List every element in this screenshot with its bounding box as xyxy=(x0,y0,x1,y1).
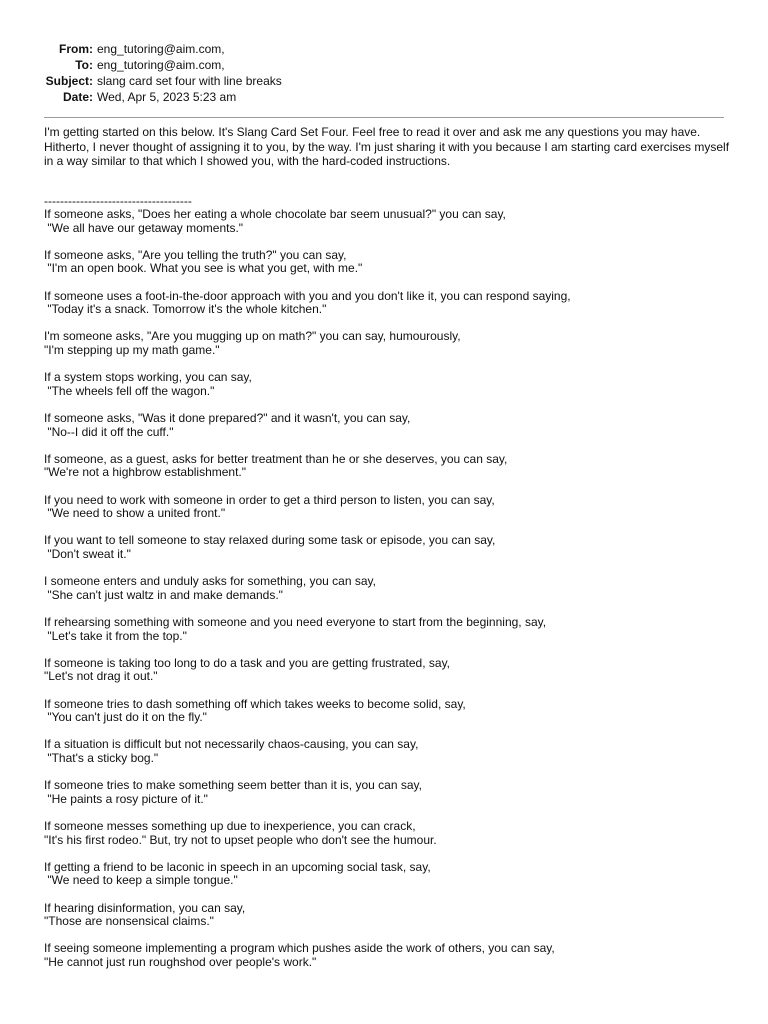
slang-entry xyxy=(44,453,744,494)
entry-situation: If you want to tell someone to stay relaxed during some task or episode, you can say, xyxy=(44,533,496,548)
entry-phrase: "No--I did it off the cuff." xyxy=(44,424,174,439)
entry-phrase: "The wheels fell off the wagon." xyxy=(44,383,215,398)
subject-row xyxy=(0,73,768,89)
entry-situation: I'm someone asks, "Are you mugging up on math?" you can say, humourously, xyxy=(44,329,461,344)
slang-entry xyxy=(44,412,744,453)
slang-entry xyxy=(44,738,744,779)
entry-phrase: "We're not a highbrow establishment." xyxy=(44,465,247,480)
entry-phrase: "We all have our getaway moments." xyxy=(44,220,244,235)
slang-entry xyxy=(44,820,744,861)
entry-phrase: "He cannot just run roughshod over people's work." xyxy=(44,954,317,969)
slang-entry xyxy=(44,779,744,820)
slang-entry xyxy=(44,208,744,249)
entry-phrase: "I'm stepping up my math game." xyxy=(44,342,220,357)
entry-situation: If someone messes something up due to inexperience, you can crack, xyxy=(44,818,416,833)
entry-phrase: "You can't just do it on the fly." xyxy=(44,710,207,725)
slang-entry xyxy=(44,371,744,412)
entry-situation: If seeing someone implementing a program which pushes aside the work of others, you can say, xyxy=(44,941,555,956)
from-address: eng_tutoring@aim.com, xyxy=(97,42,225,56)
entry-phrase: "It's his first rodeo." But, try not to upset people who don't see the humour. xyxy=(44,832,437,847)
from-row xyxy=(0,41,768,57)
date-row xyxy=(0,89,768,105)
slang-entry xyxy=(44,290,744,331)
entry-situation: If someone is taking too long to do a task and you are getting frustrated, say, xyxy=(44,655,451,670)
entry-situation: If hearing disinformation, you can say, xyxy=(44,900,246,915)
entry-situation: If you need to work with someone in order to get a third person to listen, you can say, xyxy=(44,492,495,507)
entry-situation: If someone asks, "Does her eating a whole chocolate bar seem unusual?" you can say, xyxy=(44,207,506,221)
entry-phrase: "He paints a rosy picture of it." xyxy=(44,791,208,806)
entry-situation: If rehearsing something with someone and you need everyone to start from the beginning, say, xyxy=(44,614,547,629)
slang-entry xyxy=(44,494,744,535)
entry-phrase: "That's a sticky bog." xyxy=(44,750,159,765)
separator-line: ------------------------------------- xyxy=(44,194,192,208)
entry-situation: If getting a friend to be laconic in speech in an upcoming social task, say, xyxy=(44,859,431,874)
entry-phrase: "Let's take it from the top." xyxy=(44,628,187,643)
entry-situation: If a situation is difficult but not necessarily chaos-causing, you can say, xyxy=(44,737,419,752)
from-label: From: xyxy=(59,42,93,56)
date-text: Wed, Apr 5, 2023 5:23 am xyxy=(97,90,237,104)
entry-phrase: "Let's not drag it out." xyxy=(44,669,158,684)
entry-phrase: "Don't sweat it." xyxy=(44,546,131,561)
entry-phrase: "We need to keep a simple tongue." xyxy=(44,873,238,888)
slang-entry xyxy=(44,249,744,290)
entry-situation: If someone asks, "Was it done prepared?" and it wasn't, you can say, xyxy=(44,410,411,425)
email-header xyxy=(0,41,768,105)
entry-situation: If someone tries to dash something off which takes weeks to become solid, say, xyxy=(44,696,466,711)
slang-entry xyxy=(44,942,744,983)
entry-phrase: "We need to show a united front." xyxy=(44,506,226,521)
entry-situation: I someone enters and unduly asks for something, you can say, xyxy=(44,574,376,589)
date-label: Date: xyxy=(62,90,93,104)
slang-entry xyxy=(44,861,744,902)
to-address: eng_tutoring@aim.com, xyxy=(97,58,225,72)
entry-phrase: "Those are nonsensical claims." xyxy=(44,914,214,929)
entry-situation: If someone tries to make something seem better than it is, you can say, xyxy=(44,778,422,793)
slang-entry xyxy=(44,698,744,739)
intro-paragraph: I'm getting started on this below. It's Slang Card Set Four. Feel free to read it over and ask me any questions you may have. Hitherto, I never thought of assigning it to you, by the way. I'm just sharing it with you because I am starting card exercises myself in a way similar to that which I showed you, with the hard-coded instructions. xyxy=(44,125,733,168)
entry-situation: If a system stops working, you can say, xyxy=(44,370,252,385)
subject-text: slang card set four with line breaks xyxy=(97,74,282,88)
entry-phrase: "I'm an open book. What you see is what you get, with me." xyxy=(44,261,363,276)
slang-entry xyxy=(44,616,744,657)
entry-situation: If someone uses a foot-in-the-door approach with you and you don't like it, you can respond saying, xyxy=(44,288,571,303)
entry-phrase: "She can't just waltz in and make demands." xyxy=(44,587,283,602)
header-divider xyxy=(44,117,724,118)
entry-situation: If someone, as a guest, asks for better treatment than he or she deserves, you can say, xyxy=(44,451,508,466)
entry-phrase: "Today it's a snack. Tomorrow it's the whole kitchen." xyxy=(44,302,327,317)
entry-situation: If someone asks, "Are you telling the truth?" you can say, xyxy=(44,247,347,262)
to-row xyxy=(0,57,768,73)
to-label: To: xyxy=(75,58,93,72)
slang-entries xyxy=(44,208,744,983)
slang-entry xyxy=(44,575,744,616)
subject-label: Subject: xyxy=(45,74,93,88)
slang-entry xyxy=(44,330,744,371)
slang-entry xyxy=(44,657,744,698)
slang-entry xyxy=(44,534,744,575)
slang-entry xyxy=(44,902,744,943)
